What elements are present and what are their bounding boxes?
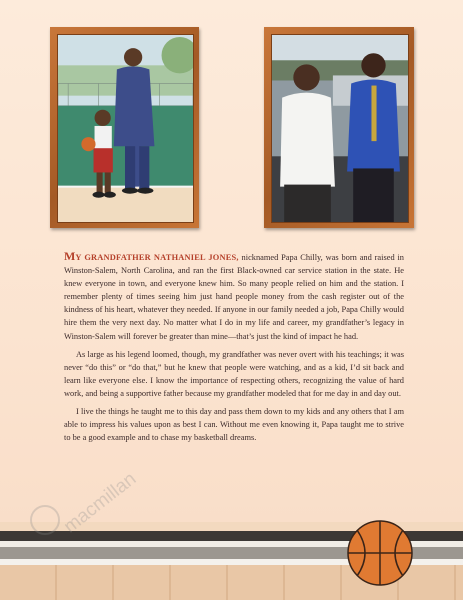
paragraph-2: As large as his legend loomed, though, my grandfather was never overt with his teachings; it was never “do this” or “do that,” but he knew that people were watching, and as a kid, I’d sit back and learn like everyone else. I know the importance of respecting others, recognizing the value of hard work, and being a supportive father because my grandfather modeled that for me day in and day out.: [64, 349, 404, 398]
lead-in-caps: Y GRANDFATHER NATHANIEL JONES,: [75, 253, 239, 262]
drop-cap: M: [64, 249, 76, 263]
paragraph-3: I live the things he taught me to this day and pass them down to my kids and any others that I am able to impress his values upon as best I can. Without me even knowing it, Papa taught me to strive to be a good example and to chase my basketball dreams.: [64, 407, 404, 443]
photo-frame: [264, 27, 414, 228]
photo-grandfather-and-grandson: [271, 34, 409, 223]
watermark-logo-icon: [30, 505, 60, 535]
publisher-watermark: [30, 468, 150, 565]
illustration-grandfather-and-boy: [57, 34, 194, 223]
watermark-text: macmillan: [60, 468, 141, 538]
basketball-icon: [345, 518, 415, 588]
paragraph-1: [64, 250, 404, 343]
illustration-frame: [50, 27, 199, 228]
body-text: [64, 250, 404, 449]
paragraph-1-text: nicknamed Papa Chilly, was born and raised in Winston-Salem, North Carolina, and ran the first Black-owned car service station in the state. He knew everyone in town, and everyone knew him. So many people relied on him and the station. I remember plenty of times seeing him just hand people money from the cash register out of the kindness of his heart, whatever they needed. If anyone in our family needed a job, Papa Chilly would hire them the very next day. No matter what I do in my life and career, my grandfather’s legacy in Winston-Salem will forever be greater than mine—that’s just the kind of impact he had.: [64, 253, 404, 341]
